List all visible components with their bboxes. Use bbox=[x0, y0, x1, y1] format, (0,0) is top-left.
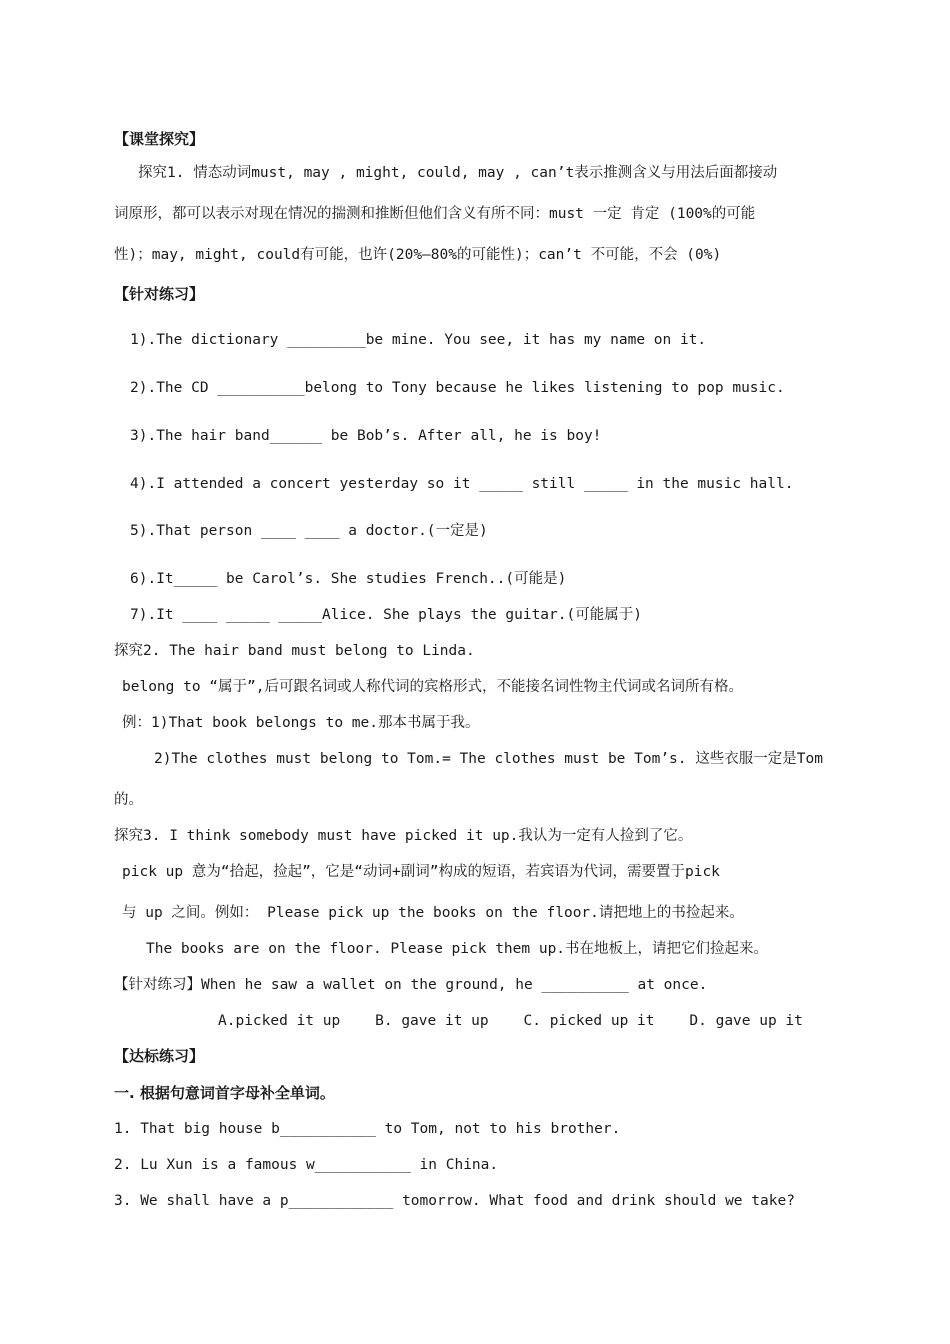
part-one-title: 一. 根据句意词首字母补全单词。 bbox=[114, 1084, 335, 1102]
explore3-note-2: 与 up 之间。例如： Please pick up the books on the floor.请把地上的书捡起来。 bbox=[122, 905, 744, 921]
section-title-practice: 【针对练习】 bbox=[114, 285, 205, 303]
practice-item-1: 1).The dictionary _________be mine. You see, it has my name on it. bbox=[130, 332, 707, 348]
explore1-line1: 探究1. 情态动词must, may , might, could, may , can’t表示推测含义与用法后面都接动 bbox=[138, 165, 778, 181]
targeted-practice-options: A.picked it up B. gave it up C. picked up it D. gave up it bbox=[218, 1013, 803, 1029]
targeted-practice-question: 【针对练习】When he saw a wallet on the ground, he __________ at once. bbox=[114, 977, 708, 993]
explore3-heading: 探究3. I think somebody must have picked it up.我认为一定有人捡到了它。 bbox=[114, 828, 693, 844]
practice-item-2: 2).The CD __________belong to Tony because he likes listening to pop music. bbox=[130, 380, 785, 396]
practice-item-3: 3).The hair band______ be Bob’s. After all, he is boy! bbox=[130, 428, 602, 444]
explore3-note-3: The books are on the floor. Please pick them up.书在地板上，请把它们捡起来。 bbox=[146, 941, 769, 957]
explore1-line3: 性)；may, might, could有可能，也许(20%—80%的可能性)；can’t 不可能，不会 (0%) bbox=[114, 247, 722, 263]
part-one-item-3: 3. We shall have a p____________ tomorrow. What food and drink should we take? bbox=[114, 1193, 795, 1209]
explore2-heading: 探究2. The hair band must belong to Linda. bbox=[114, 643, 475, 659]
explore2-example-2a: 2)The clothes must belong to Tom.= The clothes must be Tom’s. 这些衣服一定是Tom bbox=[154, 751, 823, 767]
practice-item-6: 6).It_____ be Carol’s. She studies French..(可能是) bbox=[130, 571, 567, 587]
section-title-classroom: 【课堂探究】 bbox=[114, 130, 205, 148]
explore1-line2: 词原形，都可以表示对现在情况的揣测和推断但他们含义有所不同：must 一定 肯定 (100%的可能 bbox=[114, 206, 756, 222]
part-one-item-1: 1. That big house b___________ to Tom, not to his brother. bbox=[114, 1121, 621, 1137]
explore2-note: belong to “属于”,后可跟名词或人称代词的宾格形式，不能接名词性物主代词或名词所有格。 bbox=[122, 679, 743, 695]
practice-item-4: 4).I attended a concert yesterday so it _____ still _____ in the music hall. bbox=[130, 476, 794, 492]
practice-item-7: 7).It ____ _____ _____Alice. She plays the guitar.(可能属于) bbox=[130, 607, 642, 623]
practice-item-5: 5).That person ____ ____ a doctor.(一定是) bbox=[130, 523, 488, 539]
explore2-example-2b: 的。 bbox=[114, 792, 143, 808]
section-title-standard: 【达标练习】 bbox=[114, 1047, 205, 1065]
explore3-note-1: pick up 意为“拾起，捡起”，它是“动词+副词”构成的短语，若宾语为代词，需要置于pick bbox=[122, 864, 720, 880]
part-one-item-2: 2. Lu Xun is a famous w___________ in China. bbox=[114, 1157, 499, 1173]
explore2-example-1: 例：1)That book belongs to me.那本书属于我。 bbox=[122, 715, 480, 731]
